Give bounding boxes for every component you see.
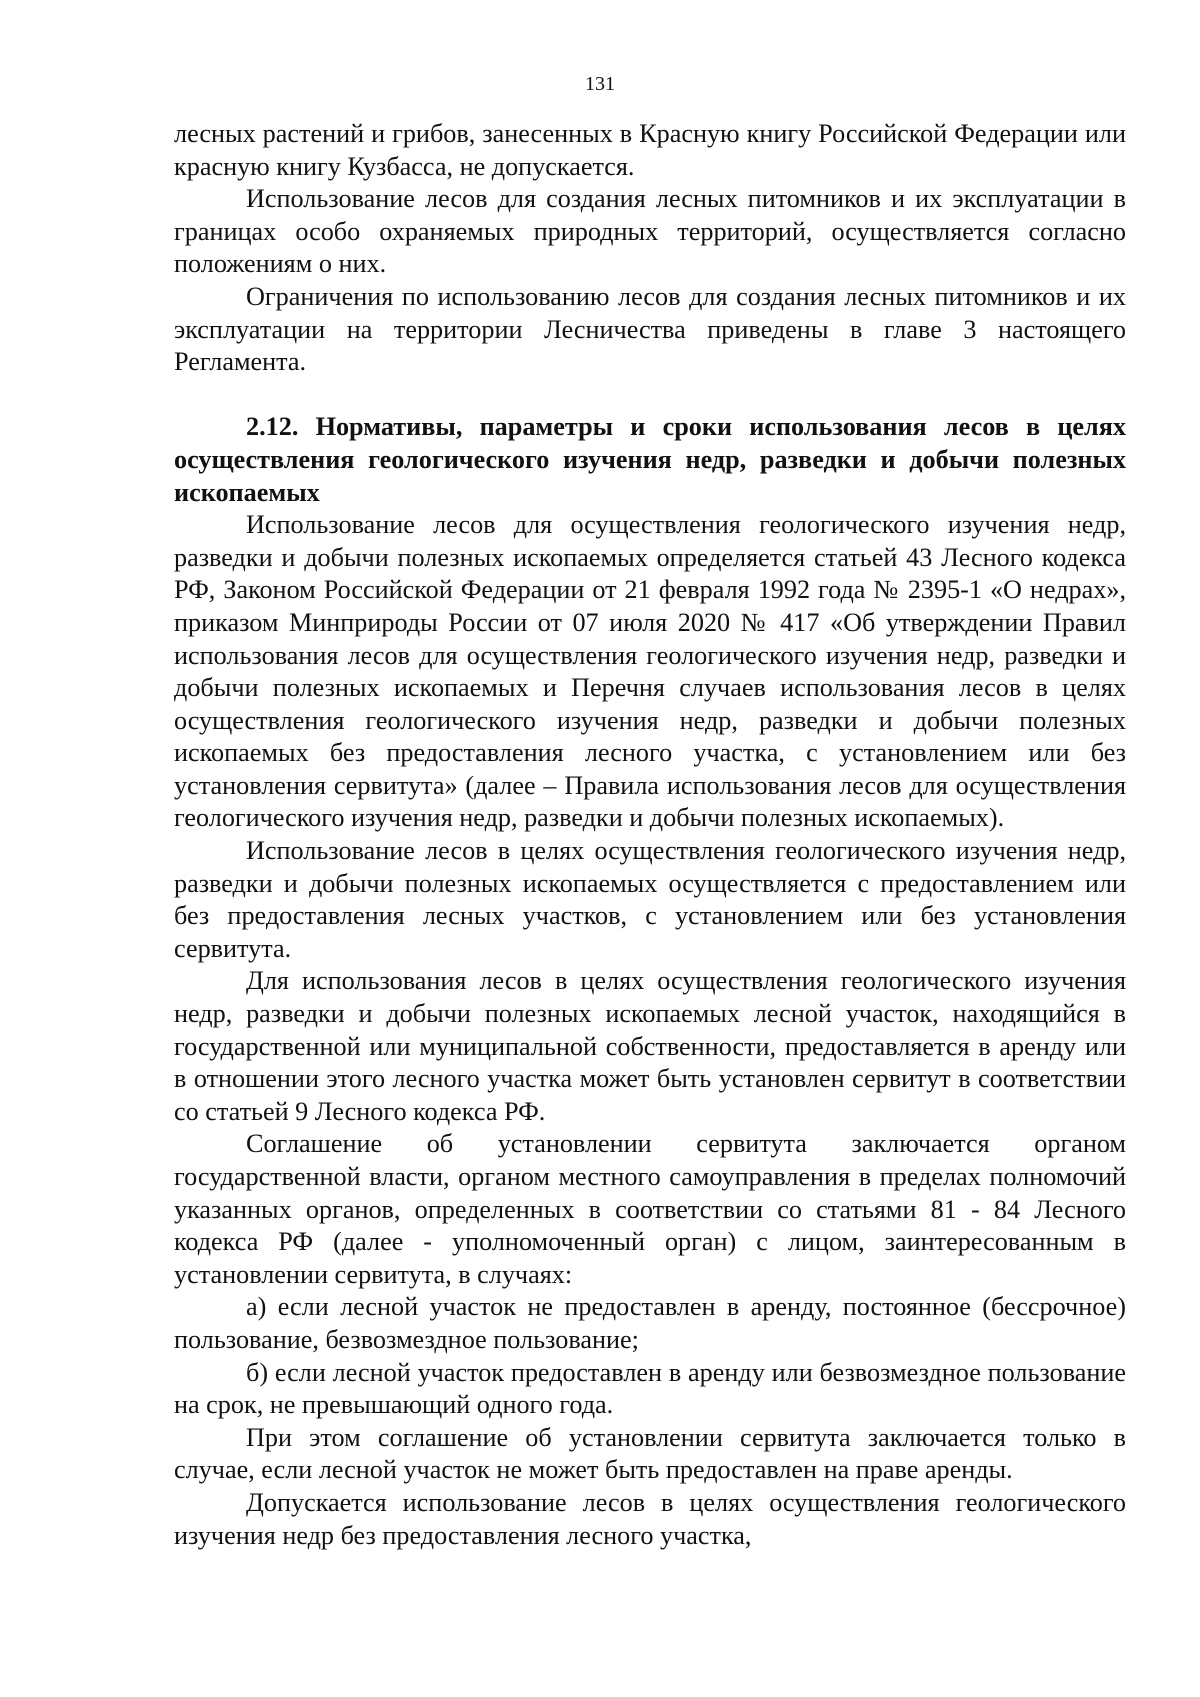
paragraph: При этом соглашение об установлении сервитута заключается только в случае, если лесной участок не может быть предоставлен на праве аренды.	[174, 1422, 1126, 1485]
page-number: 131	[585, 73, 615, 95]
section-heading: 2.12. Нормативы, параметры и сроки использования лесов в целях осуществления геологического изучения недр, разведки и добычи полезных ископаемых	[174, 412, 1126, 507]
paragraph: Использование лесов для создания лесных питомников и их эксплуатации в границах особо охраняемых природных территорий, осуществляется согласно положениям о них.	[174, 184, 1126, 279]
paragraph: Для использования лесов в целях осуществления геологического изучения недр, разведки и добычи полезных ископаемых лесной участок, находящийся в государственной или муниципальной собственности, предоставляется в аренду или в отношении этого лесного участка может быть установлен сервитут в соответствии со статьей 9 Лесного кодекса РФ.	[174, 966, 1126, 1126]
paragraph: Использование лесов для осуществления геологического изучения недр, разведки и добычи полезных ископаемых определяется статьей 43 Лесного кодекса РФ, Законом Российской Федерации от 21 февраля 1992 года № 2395-1 «О недрах», приказом Минприроды России от 07 июля 2020 № 417 «Об утверждении Правил использования лесов для осуществления геологического изучения недр, разведки и добычи полезных ископаемых и Перечня случаев использования лесов в целях осуществления геологического изучения недр, разведки и добычи полезных ископаемых без предоставления лесного участка, с установлением или без установления сервитута» (далее – Правила использования лесов для осуществления геологического изучения недр, разведки и добычи полезных ископаемых).	[174, 510, 1126, 833]
list-item: а) если лесной участок не предоставлен в аренду, постоянное (бессрочное) пользование, безвозмездное пользование;	[174, 1292, 1126, 1354]
paragraph: Допускается использование лесов в целях осуществления геологического изучения недр без предоставления лесного участка,	[174, 1487, 1126, 1550]
paragraph: лесных растений и грибов, занесенных в Красную книгу Российской Федерации или красную книгу Кузбасса, не допускается.	[174, 119, 1126, 181]
paragraph: Ограничения по использованию лесов для создания лесных питомников и их эксплуатации на территории Лесничества приведены в главе 3 настоящего Регламента.	[174, 281, 1126, 377]
document-body	[174, 118, 1126, 1552]
section-spacer	[174, 379, 1126, 412]
list-item: б) если лесной участок предоставлен в аренду или безвозмездное пользование на срок, не превышающий одного года.	[174, 1357, 1126, 1420]
paragraph: Использование лесов в целях осуществления геологического изучения недр, разведки и добычи полезных ископаемых осуществляется с предоставлением или без предоставления лесных участков, с установлением или без установления сервитута.	[174, 836, 1126, 963]
paragraph: Соглашение об установлении сервитута заключается органом государственной власти, органом местного самоуправления в пределах полномочий указанных органов, определенных в соответствии со статьями 81 - 84 Лесного кодекса РФ (далее - уполномоченный орган) с лицом, заинтересованным в установлении сервитута, в случаях:	[174, 1129, 1126, 1289]
